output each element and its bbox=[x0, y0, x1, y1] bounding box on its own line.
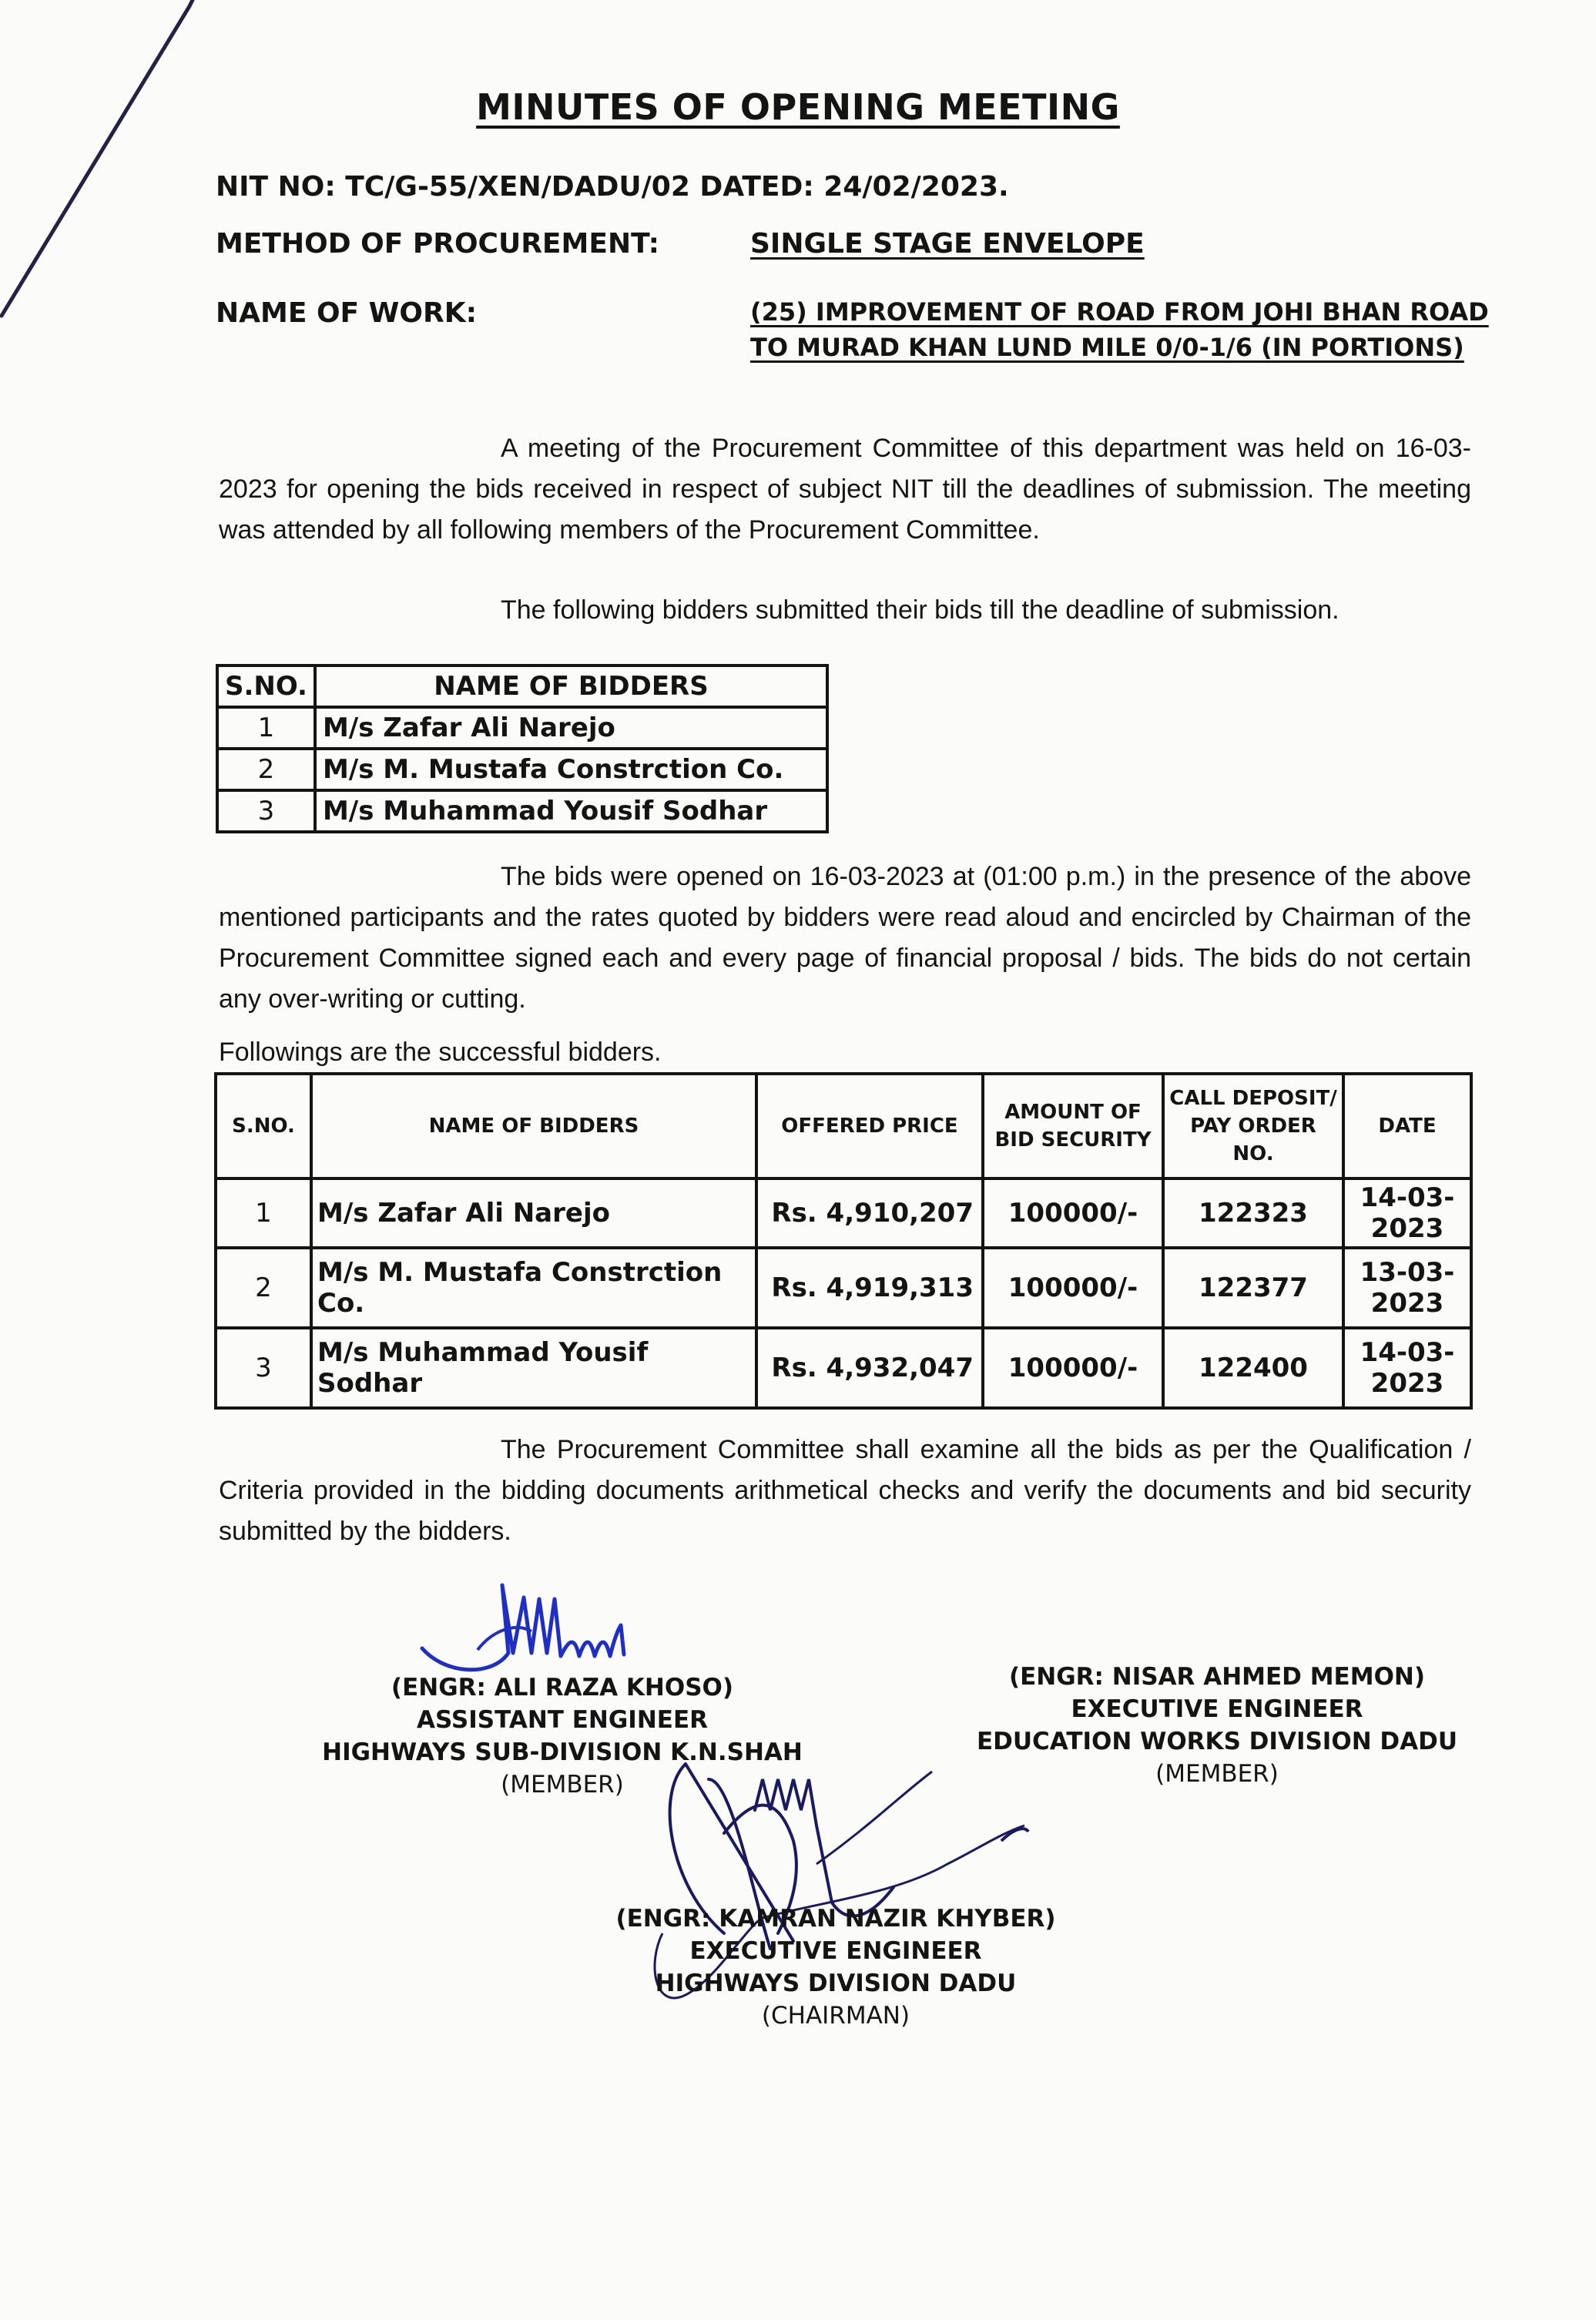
cell-price: Rs. 4,919,313 bbox=[756, 1248, 983, 1328]
col-header-price: OFFERED PRICE bbox=[756, 1074, 983, 1178]
signatory-office: HIGHWAYS SUB-DIVISION K.N.SHAH bbox=[322, 1738, 803, 1766]
cell-name: M/s Zafar Ali Narejo bbox=[311, 1178, 756, 1248]
signature-member1 bbox=[416, 1576, 678, 1684]
cell-price: Rs. 4,932,047 bbox=[756, 1328, 983, 1408]
title-text: MINUTES OF OPENING MEETING bbox=[476, 86, 1120, 128]
signatory-name: (ENGR: ALI RAZA KHOSO) bbox=[391, 1674, 734, 1701]
cell-name: M/s Zafar Ali Narejo bbox=[315, 707, 827, 749]
paragraph-following-bidders: The following bidders submitted their bids till the deadline of submission. bbox=[501, 595, 1340, 625]
table-row bbox=[217, 749, 827, 790]
bidders-table bbox=[216, 664, 829, 833]
cell-sno: 1 bbox=[217, 707, 315, 749]
table-row bbox=[216, 1328, 1471, 1408]
pen-stroke-mark bbox=[0, 0, 231, 347]
table-row bbox=[216, 1248, 1471, 1328]
security-header-line1: AMOUNT OF bbox=[1004, 1101, 1142, 1124]
table-row bbox=[217, 790, 827, 832]
signatory-office: HIGHWAYS DIVISION DADU bbox=[655, 1970, 1017, 1997]
deposit-header-line1: CALL DEPOSIT/ bbox=[1169, 1087, 1337, 1110]
cell-deposit: 122323 bbox=[1163, 1178, 1343, 1248]
signatory-name: (ENGR: NISAR AHMED MEMON) bbox=[1008, 1663, 1426, 1691]
method-label: METHOD OF PROCUREMENT: bbox=[216, 228, 660, 260]
table-row bbox=[216, 1178, 1471, 1248]
cell-name: M/s M. Mustafa Constrction Co. bbox=[311, 1248, 756, 1328]
cell-date: 13-03-2023 bbox=[1343, 1248, 1471, 1328]
col-header-security bbox=[983, 1074, 1163, 1178]
cell-security: 100000/- bbox=[983, 1248, 1163, 1328]
deposit-header-line2: PAY ORDER NO. bbox=[1190, 1115, 1316, 1165]
page-title bbox=[0, 86, 1596, 128]
cell-date: 14-03-2023 bbox=[1343, 1178, 1471, 1248]
cell-price: Rs. 4,910,207 bbox=[756, 1178, 983, 1248]
cell-sno: 3 bbox=[217, 790, 315, 832]
signatory-office: EDUCATION WORKS DIVISION DADU bbox=[976, 1728, 1458, 1755]
col-header-name: NAME OF BIDDERS bbox=[315, 665, 827, 707]
table-header-row bbox=[217, 665, 827, 707]
col-header-sno: S.NO. bbox=[216, 1074, 311, 1178]
col-header-deposit bbox=[1163, 1074, 1343, 1178]
table-header-row bbox=[216, 1074, 1471, 1178]
work-value-line2: TO MURAD KHAN LUND MILE 0/0-1/6 (IN PORTIONS) bbox=[750, 333, 1464, 362]
cell-deposit: 122377 bbox=[1163, 1248, 1343, 1328]
cell-sno: 2 bbox=[216, 1248, 311, 1328]
cell-deposit: 122400 bbox=[1163, 1328, 1343, 1408]
signatory-designation: EXECUTIVE ENGINEER bbox=[689, 1937, 982, 1965]
security-header-line2: BID SECURITY bbox=[994, 1128, 1152, 1152]
signatory-role: (MEMBER) bbox=[1155, 1760, 1279, 1788]
cell-sno: 1 bbox=[216, 1178, 311, 1248]
method-value: SINGLE STAGE ENVELOPE bbox=[750, 228, 1145, 260]
col-header-sno: S.NO. bbox=[217, 665, 315, 707]
cell-name: M/s M. Mustafa Constrction Co. bbox=[315, 749, 827, 790]
paragraph-bids-opened: The bids were opened on 16-03-2023 at (01:00 p.m.) in the presence of the above mentioned participants and the rates quoted by bidders were read aloud and encircled by Chairman of the Procurement Committee signed each and every page of financial proposal / bids. The bids do not certain any over-writing or cutting. bbox=[219, 862, 1471, 1014]
nit-line: NIT NO: TC/G-55/XEN/DADU/02 DATED: 24/02/2023. bbox=[216, 171, 1009, 203]
paragraph-successful-bidders: Followings are the successful bidders. bbox=[219, 1038, 662, 1067]
signatory-designation: ASSISTANT ENGINEER bbox=[417, 1706, 708, 1734]
cell-sno: 2 bbox=[217, 749, 315, 790]
signatory-designation: EXECUTIVE ENGINEER bbox=[1071, 1695, 1363, 1723]
cell-date: 14-03-2023 bbox=[1343, 1328, 1471, 1408]
paragraph-meeting: A meeting of the Procurement Committee of this department was held on 16-03-2023 for opening the bids received in respect of subject NIT till the deadlines of submission. The meeting was attended by all following members of the Procurement Committee. bbox=[219, 434, 1471, 545]
col-header-date: DATE bbox=[1343, 1074, 1471, 1178]
signatory-name: (ENGR: KAMRAN NAZIR KHYBER) bbox=[615, 1905, 1056, 1933]
cell-sno: 3 bbox=[216, 1328, 311, 1408]
signatory-role: (MEMBER) bbox=[501, 1771, 624, 1799]
table-row bbox=[217, 707, 827, 749]
cell-name: M/s Muhammad Yousif Sodhar bbox=[315, 790, 827, 832]
col-header-name: NAME OF BIDDERS bbox=[311, 1074, 756, 1178]
paragraph-committee-examine: The Procurement Committee shall examine all the bids as per the Qualification / Criteria provided in the bidding documents arithmetical checks and verify the documents and bid security submitted by the bidders. bbox=[219, 1435, 1471, 1546]
cell-name: M/s Muhammad Yousif Sodhar bbox=[311, 1328, 756, 1408]
cell-security: 100000/- bbox=[983, 1328, 1163, 1408]
signatory-chairman bbox=[585, 1903, 1086, 2032]
successful-bidders-table bbox=[214, 1072, 1473, 1410]
signatory-role: (CHAIRMAN) bbox=[761, 2002, 910, 2030]
work-value-line1: (25) IMPROVEMENT OF ROAD FROM JOHI BHAN ROAD bbox=[750, 297, 1489, 327]
work-label: NAME OF WORK: bbox=[216, 297, 477, 329]
cell-security: 100000/- bbox=[983, 1178, 1163, 1248]
